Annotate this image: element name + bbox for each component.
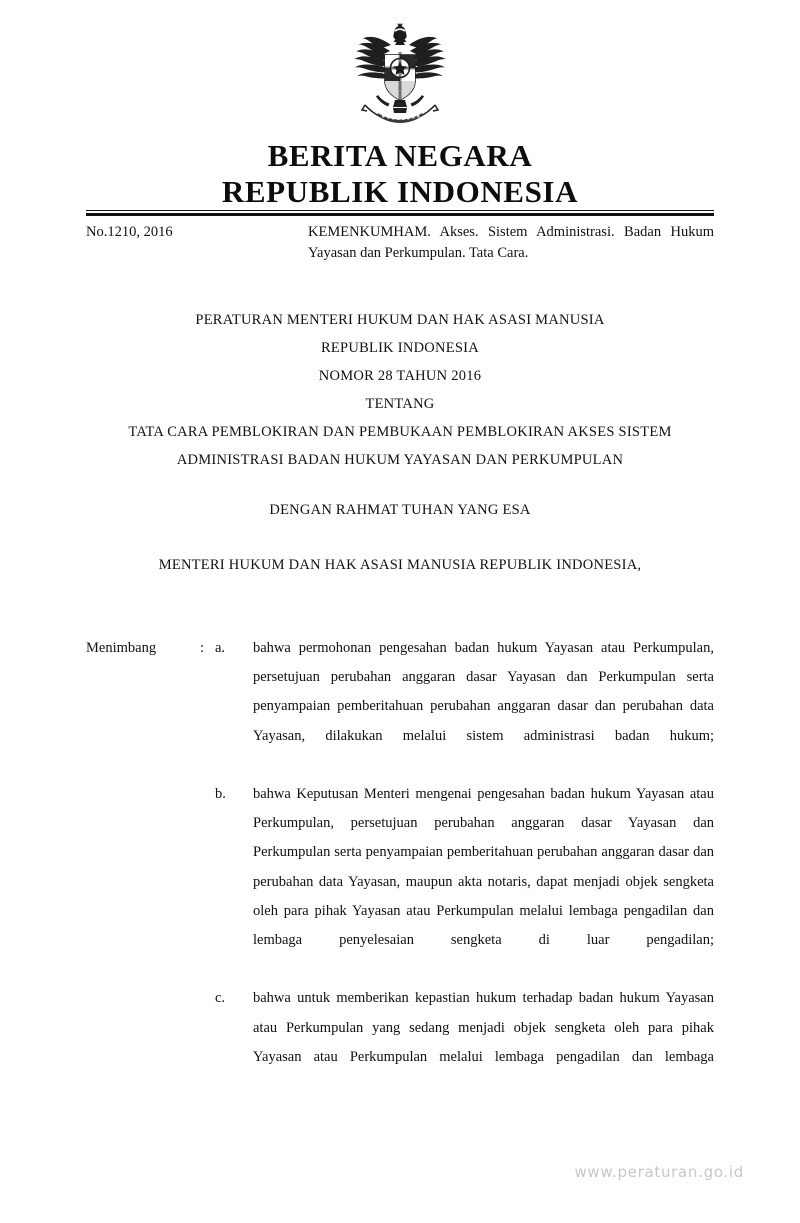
considerations-block bbox=[86, 634, 714, 1101]
consideration-letter-c: c. bbox=[215, 990, 226, 1007]
consideration-letter-b: b. bbox=[215, 786, 226, 803]
source-watermark: www.peraturan.go.id bbox=[574, 1163, 744, 1181]
preamble-gap bbox=[60, 521, 740, 554]
gazette-number: No.1210, 2016 bbox=[86, 224, 173, 240]
title-line-about: TENTANG bbox=[365, 396, 435, 412]
consideration-letter-a: a. bbox=[215, 640, 226, 656]
consideration-text-b: bahwa Keputusan Menteri mengenai pengesahan badan hukum Yayasan atau Perkumpulan, persetujuan perubahan anggaran dasar Yayasan dan Perkumpulan serta penyampaian pemberitahuan perubahan anggaran dasar dan perubahan data Yayasan, maupun akta notaris, dapat menjadi objek sengketa oleh para pihak Yayasan atau Perkumpulan melalui lembaga pengadilan dan lembaga penyelesaian sengketa di luar pengadilan; bbox=[253, 786, 714, 949]
considerations-colon: : bbox=[200, 640, 205, 656]
considerations-label: Menimbang bbox=[86, 640, 157, 656]
masthead-line-2: REPUBLIK INDONESIA bbox=[221, 174, 579, 209]
masthead-line-1: BERITA NEGARA bbox=[267, 138, 533, 173]
title-line-subject-1: TATA CARA PEMBLOKIRAN DAN PEMBUKAAN PEMBLOKIRAN AKSES SISTEM bbox=[128, 424, 672, 440]
gazette-record-row bbox=[86, 222, 714, 263]
gazette-subject: KEMENKUMHAM. Akses. Sistem Administrasi. Badan Hukum Yayasan dan Perkumpulan. Tata Cara. bbox=[308, 224, 714, 261]
consideration-item-c bbox=[86, 984, 714, 1101]
consideration-text-c: bahwa untuk memberikan kepastian hukum terhadap badan hukum Yayasan atau Perkumpulan yang sedang menjadi objek sengketa oleh para pihak Yayasan atau Perkumpulan melalui lembaga pengadilan dan lembaga bbox=[253, 990, 714, 1065]
regulation-title-block bbox=[60, 306, 740, 474]
title-line-republic: REPUBLIK INDONESIA bbox=[321, 340, 479, 356]
masthead bbox=[0, 138, 800, 210]
preamble-authority: MENTERI HUKUM DAN HAK ASASI MANUSIA REPUBLIK INDONESIA, bbox=[158, 557, 642, 573]
consideration-item-b bbox=[86, 780, 714, 984]
title-line-ministry: PERATURAN MENTERI HUKUM DAN HAK ASASI MANUSIA bbox=[195, 312, 605, 328]
title-line-subject-2: ADMINISTRASI BADAN HUKUM YAYASAN DAN PERKUMPULAN bbox=[176, 452, 624, 468]
garuda-pancasila-emblem bbox=[341, 22, 459, 126]
preamble-block bbox=[60, 499, 740, 576]
divider-thick-rule bbox=[86, 213, 714, 216]
title-line-number: NOMOR 28 TAHUN 2016 bbox=[318, 368, 482, 384]
consideration-text-a: bahwa permohonan pengesahan badan hukum Yayasan atau Perkumpulan, persetujuan perubahan anggaran dasar Yayasan dan Perkumpulan serta penyampaian pemberitahuan perubahan anggaran dasar dan perubahan data Yayasan, dilakukan melalui sistem administrasi badan hukum; bbox=[253, 640, 714, 744]
header-divider bbox=[86, 210, 714, 216]
consideration-item-a bbox=[86, 634, 714, 780]
emblem-container bbox=[0, 22, 800, 126]
preamble-blessing: DENGAN RAHMAT TUHAN YANG ESA bbox=[269, 502, 531, 518]
